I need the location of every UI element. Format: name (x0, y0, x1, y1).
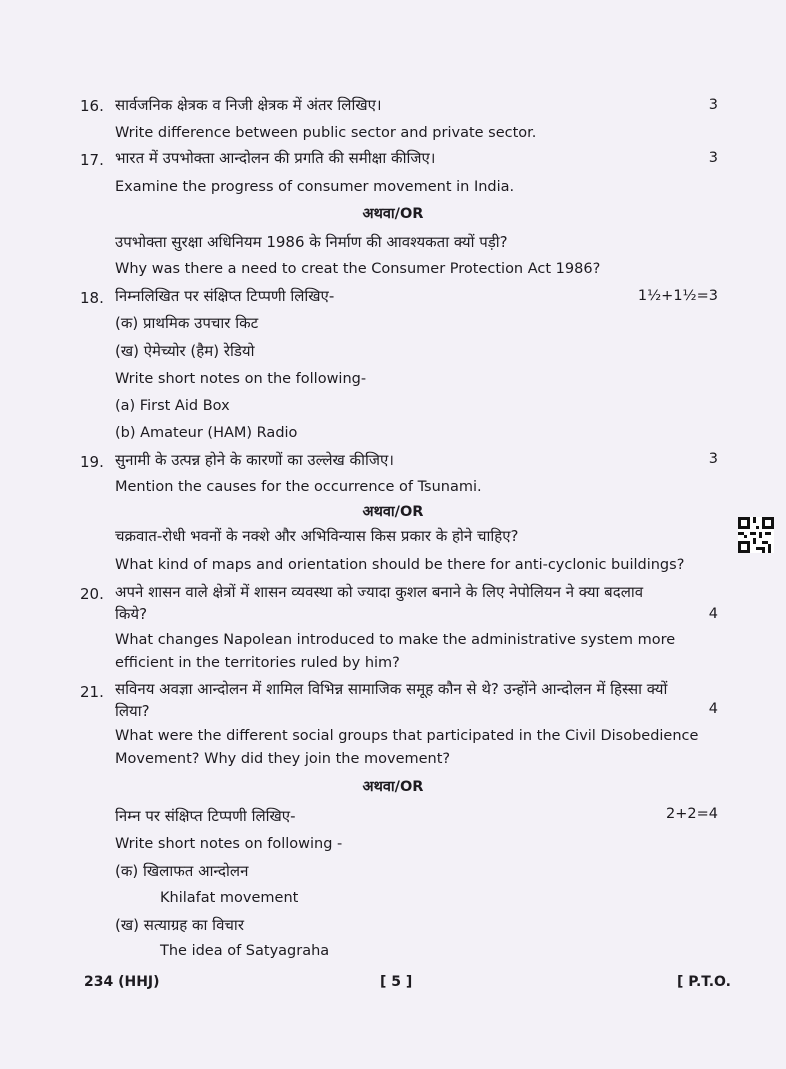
question-marks: 3 (708, 451, 718, 467)
question-text-english: Examine the progress of consumer movement in India. (115, 179, 515, 195)
question-text-hindi: अपने शासन वाले क्षेत्रों में शासन व्यवस्था को ज्यादा कुशल बनाने के लिए नेपोलियन ने क्या बदलाव (115, 583, 644, 601)
question-text-english: efficient in the territories ruled by him? (115, 655, 400, 671)
question-text-english: Write short notes on the following- (115, 371, 367, 387)
qr-code-icon (738, 517, 774, 553)
question-text-hindi: सुनामी के उत्पन्न होने के कारणों का उल्लेख कीजिए। (115, 451, 394, 469)
page-number: [ 5 ] (380, 974, 413, 990)
alternative-text-hindi: उपभोक्ता सुरक्षा अधिनियम 1986 के निर्माण की आवश्यकता क्यों पड़ी? (115, 233, 508, 251)
question-text-english: What changes Napolean introduced to make the administrative system more (115, 632, 676, 648)
pto-label: [ P.T.O. (677, 974, 731, 990)
sub-item-hindi: (ख) ऐमेच्योर (हैम) रेडियो (115, 342, 255, 360)
question-marks: 4 (708, 701, 718, 717)
or-separator: अथवा/OR (362, 206, 424, 222)
question-marks: 1½+1½=3 (637, 288, 718, 304)
sub-item-hindi: (क) प्राथमिक उपचार किट (115, 314, 259, 332)
alternative-text-english: Why was there a need to creat the Consumer Protection Act 1986? (115, 261, 601, 277)
question-text-hindi: लिया? (115, 702, 150, 720)
question-number: 20. (80, 585, 104, 603)
question-text-hindi: भारत में उपभोक्ता आन्दोलन की प्रगति की समीक्षा कीजिए। (115, 149, 436, 167)
question-marks: 4 (708, 606, 718, 622)
alternative-marks: 2+2=4 (666, 806, 718, 822)
alternative-text-english: Write short notes on following - (115, 836, 343, 852)
paper-code: 234 (HHJ) (84, 974, 160, 990)
question-text-english: What were the different social groups that participated in the Civil Disobedience (115, 728, 699, 744)
sub-item-english: Khilafat movement (160, 890, 299, 906)
question-marks: 3 (708, 150, 718, 166)
sub-item-english: (a) First Aid Box (115, 398, 230, 414)
sub-item-english: The idea of Satyagraha (160, 943, 330, 959)
alternative-text-hindi: निम्न पर संक्षिप्त टिप्पणी लिखिए- (115, 807, 296, 825)
or-separator: अथवा/OR (362, 779, 424, 795)
sub-item-hindi: (ख) सत्याग्रह का विचार (115, 916, 244, 934)
question-number: 17. (80, 151, 104, 169)
question-number: 19. (80, 453, 104, 471)
question-number: 18. (80, 289, 104, 307)
question-marks: 3 (708, 97, 718, 113)
question-number: 21. (80, 683, 104, 701)
question-text-english: Write difference between public sector and private sector. (115, 125, 537, 141)
question-text-hindi: सविनय अवज्ञा आन्दोलन में शामिल विभिन्न सामाजिक समूह कौन से थे? उन्होंने आन्दोलन में हिस्सा क्यों (115, 680, 668, 698)
alternative-text-english: What kind of maps and orientation should be there for anti-cyclonic buildings? (115, 557, 685, 573)
question-number: 16. (80, 97, 104, 115)
alternative-text-hindi: चक्रवात-रोधी भवनों के नक्शे और अभिविन्यास किस प्रकार के होने चाहिए? (115, 527, 519, 545)
question-text-hindi: निम्नलिखित पर संक्षिप्त टिप्पणी लिखिए- (115, 287, 335, 305)
question-text-hindi: सार्वजनिक क्षेत्रक व निजी क्षेत्रक में अंतर लिखिए। (115, 96, 382, 114)
question-text-hindi: किये? (115, 605, 148, 623)
sub-item-hindi: (क) खिलाफत आन्दोलन (115, 862, 249, 880)
sub-item-english: (b) Amateur (HAM) Radio (115, 425, 298, 441)
or-separator: अथवा/OR (362, 504, 424, 520)
question-text-english: Mention the causes for the occurrence of Tsunami. (115, 479, 482, 495)
question-text-english: Movement? Why did they join the movement? (115, 751, 451, 767)
